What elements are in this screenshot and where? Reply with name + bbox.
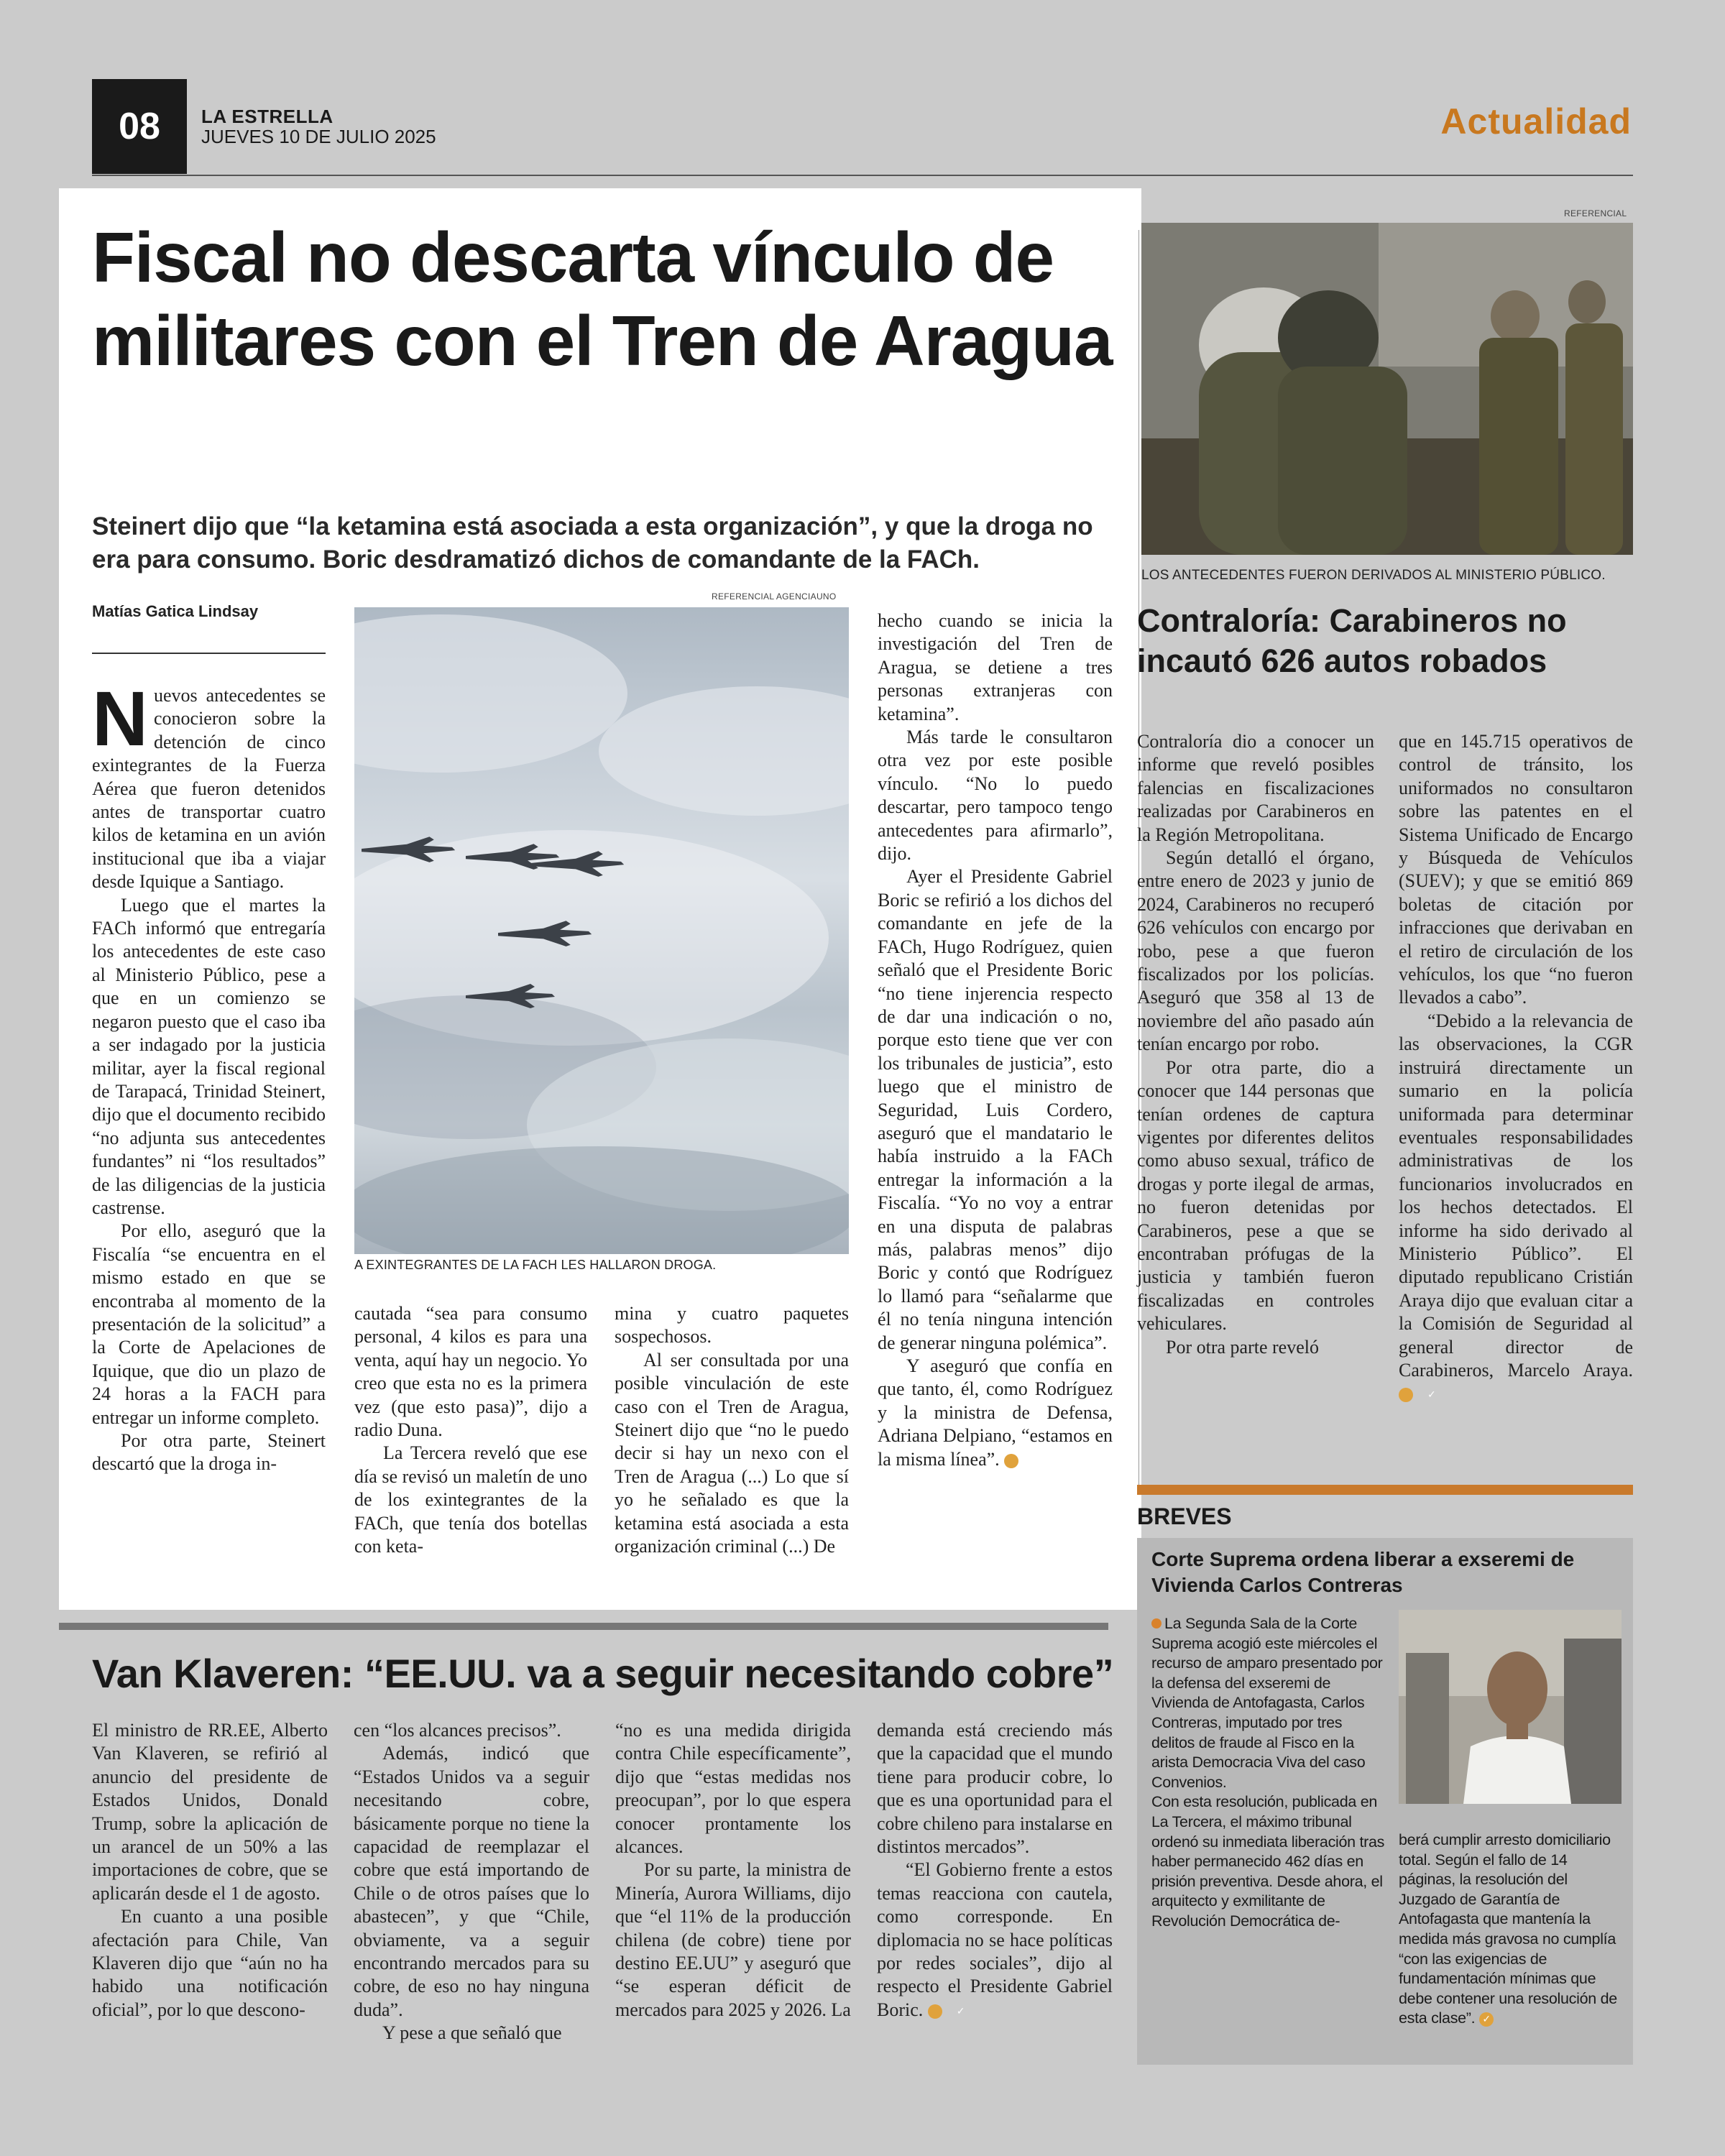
orange-bullet-icon <box>1151 1618 1162 1628</box>
photo-credit: REFERENCIAL AGENCIAUNO <box>712 591 837 602</box>
breves-label: BREVES <box>1137 1503 1232 1529</box>
fighter-jets-photo <box>354 607 849 1254</box>
side-photo-caption: LOS ANTECEDENTES FUERON DERIVADOS AL MINISTERIO PÚBLICO. <box>1141 568 1606 583</box>
main-column-1 <box>92 675 326 1476</box>
breves-rule <box>1137 1485 1633 1495</box>
paragraph: cen “los alcances precisos”. <box>354 1720 561 1741</box>
main-column-3 <box>615 1302 849 1558</box>
main-column-4 <box>878 609 1113 1471</box>
paragraph: Luego que el martes la FACh informó que entregaría los antecedentes de este caso al Ministerio Público, pese a que en un comienzo se negaron puesto que el caso iba a ser indagado por la justicia militar, ayer la fiscal regional de Tarapacá, Trinidad Steinert, dijo que el documento recibido “no adjunta sus antecedentes fundantes” ni “los resultados” de las diligencias de la justicia castrense. <box>92 894 326 1218</box>
paragraph: Por otra parte, dio a conocer que 144 personas que tenían ordenes de captura vigentes por diferentes delitos como abuso sexual, tráfico de drogas y porte ilegal de armas, no fueron detenidas por Carabineros, pese a que se encontraban prófugas de la justicia y también fueron fiscalizadas en controles vehiculares. <box>1137 1056 1374 1335</box>
section-label: Actualidad <box>1440 101 1632 142</box>
paragraph: Contraloría dio a conocer un informe que reveló posibles falencias en fiscalizaciones realizadas por Carabineros en la Región Metropolitana. <box>1137 731 1374 845</box>
header-divider <box>92 175 1633 176</box>
paragraph: El ministro de RR.EE, Alberto Van Klaveren, se refirió al anuncio del presidente de Estados Unidos, Donald Trump, sobre la aplicación de un arancel de un 50% a las importaciones de cobre, que se aplicarán desde el 1 de agosto. <box>92 1720 328 1904</box>
side-column-1 <box>1137 730 1374 1359</box>
bottom-story-rule <box>59 1623 1108 1630</box>
paragraph: Por ello, aseguró que la Fiscalía “se encuentra en el mismo estado en que se encontraba al momento de la presentación de la solicitud” a la Corte de Apelaciones de Iquique, que dio un plazo de 24 horas a la FACH para entregar un informe completo. <box>92 1220 326 1428</box>
paragraph: mina y cuatro paquetes sospechosos. <box>615 1303 849 1348</box>
side-column-2 <box>1399 730 1633 1406</box>
paper-name: LA ESTRELLA <box>201 106 334 127</box>
paragraph: Por su parte, la ministra de Minería, Aurora Williams, dijo que “el 11% de la producción chilena (de cobre) tiene por destino EE.UU” y aseguró que “se esperan déficit de mercados para 2025 y 2026. La <box>615 1859 851 2020</box>
breve-column-2 <box>1399 1830 1622 2029</box>
bottom-headline: Van Klaveren: “EE.UU. va a seguir necesitando cobre” <box>92 1651 1114 1696</box>
paragraph: Con esta resolución, publicada en La Tercera, el máximo tribunal ordenó su inmediata liberación tras haber permanecido 462 días en prisión preventiva. Desde ahora, el arquitecto y exmilitante de Revolución Democrática de- <box>1151 1793 1385 1930</box>
main-deck: Steinert dijo que “la ketamina está asociada a esta organización”, y que la droga no era para consumo. Boric desdramatizó dichos de comandante de la FACh. <box>92 512 1093 573</box>
paragraph: berá cumplir arresto domiciliario total. Según el fallo de 14 páginas, la resolución del Juzgado de Garantía de Antofagasta que mantenía la medida más gravosa no cumplía “con las exigencias de fundamentación mínimas que debe contener una resolución de esta clase”. ✓ <box>1399 1831 1617 2027</box>
masthead <box>201 106 436 147</box>
side-headline: Contraloría: Carabineros no incautó 626 autos robados <box>1137 602 1567 679</box>
bottom-column-4 <box>877 1719 1113 2022</box>
end-mark-icon: ✓ <box>928 2004 942 2019</box>
paragraph: Ayer el Presidente Gabriel Boric se refirió a los dichos del comandante en jefe de la FACh, Hugo Rodríguez, quien señaló que el Presidente Boric “no tiene injerencia respecto de dar una indicación o no, porque esto tiene que ver con los tribunales de justicia”, esto luego que el ministro de Seguridad, Luis Cordero, aseguró que el mandatario le había instruido a la FACh entregar la información a la Fiscalía. “Yo no voy a entrar en una disputa de palabras más, palabras menos” dijo Boric y contó que Rodríguez lo llamó para “señalarme que él no tenía ninguna intención de generar ninguna polémica”. <box>878 866 1113 1353</box>
paragraph: Por otra parte reveló <box>1166 1336 1319 1358</box>
breve-column-1 <box>1151 1614 1389 1932</box>
paragraph: Además, indicó que “Estados Unidos va a seguir necesitando cobre, básicamente porque no tiene la capacidad de reemplazar el cobre que está importando de Chile o de otros países que lo abastecen”, y que “Chile, obviamente, va a seguir encontrando mercados para su cobre, de eso no hay ninguna duda”. <box>354 1743 589 2020</box>
paragraph: Según detalló el órgano, entre enero de 2023 y junio de 2024, Carabineros no recuperó 626 vehículos con encargo por robo, pese a que fueron fiscalizados por los policías. Aseguró que 358 al 13 de noviembre del año pasado aún tenían encargo por robo. <box>1137 847 1374 1055</box>
paragraph: Al ser consultada por una posible vinculación de este caso con el Tren de Aragua, Steinert dijo que “no le puedo decir si hay un nexo con el Tren de Aragua (...) Lo que sí yo he señalado es que la ketamina está asociada a esta organización criminal (...) De <box>615 1349 849 1557</box>
carabineros-photo <box>1141 223 1633 555</box>
bottom-column-3 <box>615 1719 851 2022</box>
side-photo-credit: REFERENCIAL <box>1564 208 1627 218</box>
paragraph: Y pese a que señaló que <box>382 2022 562 2044</box>
paragraph: que en 145.715 operativos de control de tránsito, los uniformados no consultaron sobre las patentes en el Sistema Unificado de Encargo y Búsqueda de Vehículos (SUEV); y que se emitió 869 boletas de citación por infracciones que derivaban en el retiro de circulación de los vehículos, los que “no fueron llevados a cabo”. <box>1399 731 1633 1008</box>
byline: Matías Gatica Lindsay <box>92 602 259 620</box>
paragraph: Y aseguró que confía en que tanto, él, como Rodríguez y la ministra de Defensa, Adriana Delpiano, “estamos en la misma línea”. ✓ <box>878 1355 1113 1470</box>
end-mark-icon: ✓ <box>1479 2012 1494 2027</box>
end-mark-icon: ✓ <box>1004 1454 1018 1468</box>
page-number: 08 <box>92 79 187 174</box>
byline-rule <box>92 653 326 654</box>
main-photo-caption: A EXINTEGRANTES DE LA FACH LES HALLARON DROGA. <box>354 1258 717 1272</box>
breve-title: Corte Suprema ordena liberar a exseremi de Vivienda Carlos Contreras <box>1151 1548 1575 1596</box>
end-mark-icon: ✓ <box>1399 1388 1413 1402</box>
issue-date: JUEVES 10 DE JULIO 2025 <box>201 126 436 147</box>
portrait-illustration <box>1399 1610 1622 1804</box>
fighter-jets-illustration <box>354 607 849 1254</box>
paragraph: “El Gobierno frente a estos temas reacciona con cautela, como corresponde. En diplomacia no se hace políticas por redes sociales”, dijo al respecto el Presidente Gabriel Boric. ✓ <box>877 1859 1113 2020</box>
paragraph: hecho cuando se inicia la investigación del Tren de Aragua, se detiene a tres personas extranjeras con ketamina”. <box>878 610 1113 724</box>
paragraph: demanda está creciendo más que la capacidad que el mundo tiene para producir cobre, lo que es una oportunidad para el cobre chileno para instalarse en distintos mercados”. <box>877 1720 1113 1858</box>
paragraph: Más tarde le consultaron otra vez por este posible vínculo. “No lo puedo descartar, pero tampoco tengo antecedentes para afirmarlo”, dijo. <box>878 727 1113 865</box>
paragraph: “no es una medida dirigida contra Chile específicamente”, dijo que “estas medidas nos preocupan”, por lo que espera conocer prontamente los alcances. <box>615 1720 851 1858</box>
paragraph: En cuanto a una posible afectación para Chile, Van Klaveren dijo que “aún no ha habido una notificación oficial”, por lo que descono- <box>92 1906 328 2020</box>
paragraph: Nuevos antecedentes se conocieron sobre la detención de cinco exintegrantes de la Fuerza Aérea que fueron detenidos antes de transportar cuatro kilos de ketamina en un avión institucional que iba a viajar desde Iquique a Santiago. <box>92 675 326 893</box>
paragraph: “Debido a la relevancia de las observaciones, la CGR instruirá directamente un sumario en la policía uniformada para determinar eventuales responsabilidades administrativas de los funcionarios involucrados en los hechos detectados. El informe ha sido derivado al Ministerio Público”. El diputado republicano Cristián Araya dijo que evaluan citar a la Comisión de Seguridad al general director de Carabineros, Marcelo Araya. ✓ <box>1399 1010 1633 1401</box>
paragraph: Por otra parte, Steinert descartó que la droga in- <box>92 1430 326 1475</box>
bottom-column-2 <box>354 1719 589 2045</box>
drop-cap: N <box>92 675 148 762</box>
carlos-contreras-photo <box>1399 1610 1622 1804</box>
bottom-column-1 <box>92 1719 328 2022</box>
main-headline: Fiscal no descarta vínculo de militares con el Tren de Aragua <box>92 218 1113 380</box>
paragraph: La Segunda Sala de la Corte Suprema acogió este miércoles el recurso de amparo presentado por la defensa del exseremi de Vivienda de Antofagasta, Carlos Contreras, imputado por tres delitos de fraude al Fisco en la arista Democracia Viva del caso Convenios. <box>1151 1615 1383 1791</box>
paragraph: cautada “sea para consumo personal, 4 kilos es para una venta, aquí hay un negocio. Yo creo que esta no es la primera vez (que esto pasa)”, dijo a radio Duna. <box>354 1303 587 1441</box>
carabineros-illustration <box>1141 223 1633 555</box>
paragraph: La Tercera reveló que ese día se revisó un maletín de uno de los exintegrantes de la FACh, que tenía dos botellas con keta- <box>354 1442 587 1557</box>
main-column-2 <box>354 1302 587 1558</box>
